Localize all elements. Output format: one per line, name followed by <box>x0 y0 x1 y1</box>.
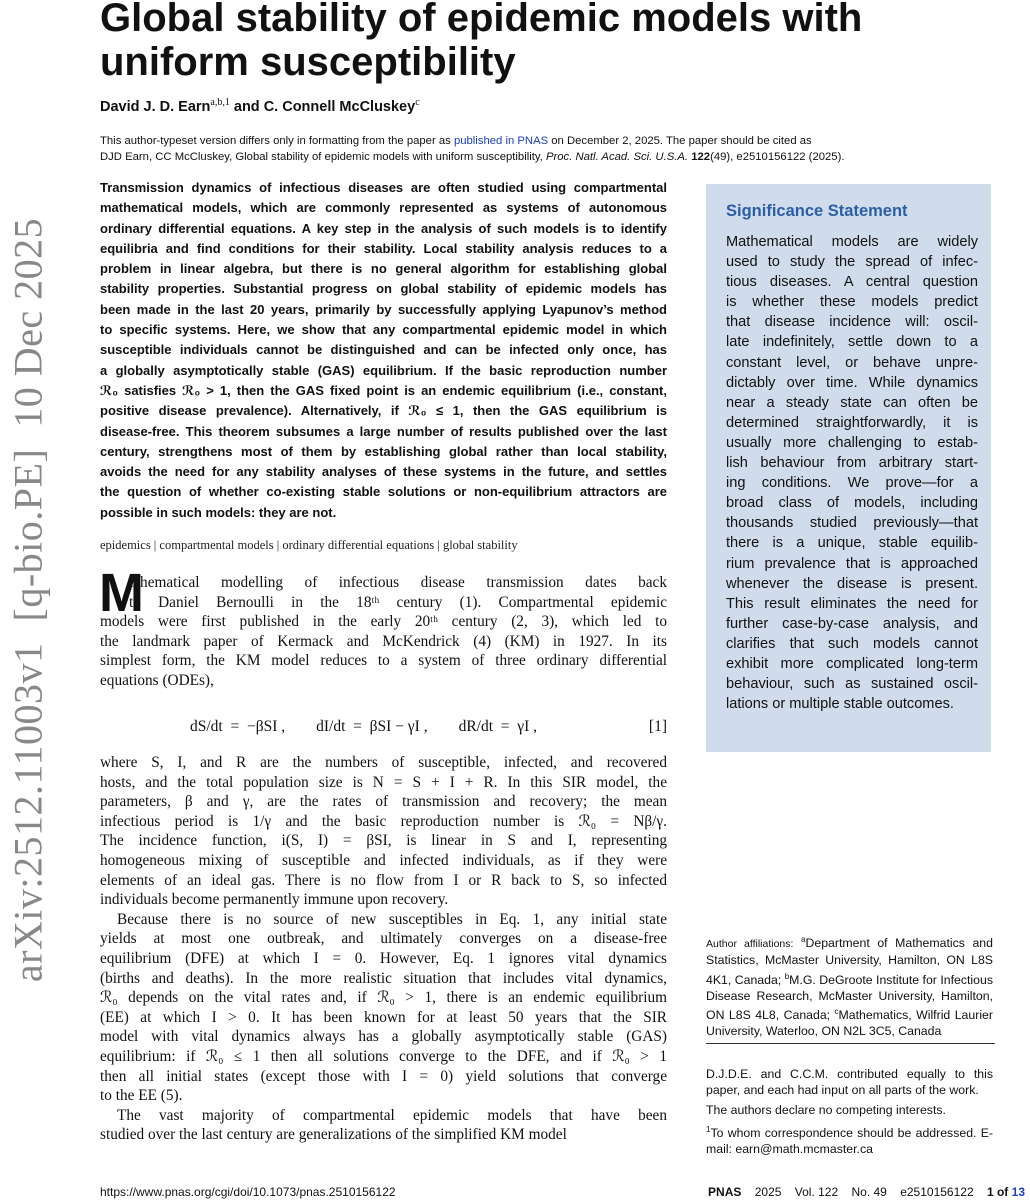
significance-title: Significance Statement <box>726 202 908 220</box>
body-line: Because there is no source of new susceptibles in Eq. 1, any initial state <box>117 910 667 928</box>
paragraph <box>100 753 667 910</box>
body-line: (EE) at which I > 0. It has been known for at least 50 years that the SIR <box>100 1008 667 1026</box>
significance-line: late indefinitely, settle down to a <box>726 334 978 351</box>
significance-line: behaviour, such as sustained oscil- <box>726 676 978 693</box>
significance-line: further case-by-case analysis, and <box>726 615 978 632</box>
significance-line: rium prevalence that is approached <box>726 555 978 572</box>
footer-journal: PNAS <box>708 1185 742 1199</box>
body-line: The incidence function, i(S, I) = βSI, is linear in S and I, representing <box>100 832 667 850</box>
affil-text: M.G. DeGroote Institute for Infectious Disease Research, McMaster University, Hamilton, ON L8S 4L8, Canada; <box>706 972 993 1023</box>
version-note <box>100 133 844 165</box>
significance-line: tious diseases. A central question <box>726 274 978 291</box>
body-line: The vast majority of compartmental epidemic models that have been <box>117 1106 667 1124</box>
body-line: models were first published in the early 20ᵗʰ century (2, 3), which led to <box>100 613 667 631</box>
citation-rest: (49), e2510156122 (2025). <box>710 151 845 163</box>
significance-line: broad class of models, including <box>726 495 978 512</box>
divider <box>706 1043 995 1044</box>
abstract-line: ordinary differential equations. A key step in the analysis of such models is to identify <box>100 220 667 236</box>
body-line: equations (ODEs), <box>100 671 214 689</box>
correspondence <box>706 1122 993 1158</box>
paragraph <box>100 910 667 1106</box>
abstract-line: susceptible individuals cannot be distinguished and can be infected only once, has <box>100 342 667 358</box>
abstract-line: possible in such models: they are not. <box>100 504 337 520</box>
author-notes <box>706 1067 993 1162</box>
significance-line: whenever the disease is present. <box>726 575 978 592</box>
abstract-line: been made in the last 20 years, primarily by successfully applying Lyapunov’s method <box>100 301 667 317</box>
body-line: elements of an ideal gas. There is no flow from I or R back to S, so infected <box>100 871 667 889</box>
citation-journal: Proc. Natl. Acad. Sci. U.S.A. <box>545 151 689 163</box>
paper-title <box>100 0 862 84</box>
significance-line: lations or multiple stable outcomes. <box>726 696 954 713</box>
abstract-line: stability properties. Substantial progress on global stability of epidemic models has <box>100 281 667 297</box>
note-text: This author-typeset version differs only in formatting from the paper as <box>100 135 454 147</box>
author-affiliations <box>706 932 993 1040</box>
body-line: simplest form, the KM model reduces to a system of three ordinary differential <box>100 652 667 670</box>
footer-volume: Vol. 122 <box>794 1185 839 1199</box>
author-2: C. Connell McCluskey <box>263 98 416 115</box>
title-line-1: Global stability of epidemic models with <box>100 0 863 40</box>
equation-number: [1] <box>648 718 667 735</box>
significance-line: thousands studied previously—that <box>726 515 978 532</box>
body-line: studied over the last century are generalizations of the simplified KM model <box>100 1126 567 1144</box>
body-line: then all initial states (except those with I = 0) yield solutions that converge <box>100 1067 667 1085</box>
footer-page: 1 of <box>986 1185 1012 1199</box>
body-line: to the EE (5). <box>100 1087 183 1105</box>
abstract-line: equilibria and find conditions for their stability. Local stability analysis reduces to a <box>100 240 667 256</box>
author-1: David J. D. Earn <box>100 98 211 115</box>
paragraph <box>100 1106 667 1145</box>
affil-text: Mathematics, Wilfrid Laurier University, Waterloo, ON N2L 3C5, Canada <box>706 1008 993 1039</box>
significance-line: that disease incidence will: oscil- <box>726 314 978 331</box>
significance-line: dictably over time. While dynamics <box>726 374 978 391</box>
affil-marker: b <box>784 971 790 981</box>
body-line: athematical modelling of infectious disease transmission dates back <box>129 574 667 591</box>
body-line: yields at most one outbreak, and ultimately converges on a disease-free <box>100 930 667 948</box>
body-line: (births and deaths). In the more realistic situation that includes vital dynamics, <box>100 969 667 987</box>
body-line: equilibrium: if ℛ₀ ≤ 1 then all solutions converge to the DFE, and if ℛ₀ > 1 <box>100 1047 667 1065</box>
body-line: equilibrium (DFE) at which I = 0. However, Eq. 1 ignores vital dynamics <box>100 949 667 967</box>
significance-line: there is a unique, stable equilib- <box>726 535 978 552</box>
abstract-line: the question of whether co-existing stable solutions or non-equilibrium attractors are <box>100 484 667 500</box>
doi-link[interactable]: https://www.pnas.org/cgi/doi/10.1073/pnas.2510156122 <box>100 1185 396 1199</box>
significance-line: is whether these models predict <box>726 294 978 311</box>
authors <box>100 97 420 115</box>
abstract <box>100 178 667 523</box>
body-line: model with vital dynamics always has a globally asymptotically stable (GAS) <box>100 1028 667 1046</box>
footer-info <box>708 1185 1025 1199</box>
body-text <box>100 753 667 1145</box>
significance-line: This result eliminates the need for <box>726 595 978 612</box>
drop-cap: M <box>99 563 144 623</box>
keywords: epidemics | compartmental models | ordinary differential equations | global stability <box>100 538 518 552</box>
body-intro <box>100 573 667 691</box>
significance-line: determined straightforwardly, it is <box>726 414 978 431</box>
abstract-line: disease-free. This theorem subsumes a large number of results published over the last <box>100 423 667 439</box>
significance-line: near a steady state can often be <box>726 394 978 411</box>
affil-marker: a <box>801 935 806 944</box>
significance-line: constant level, or behave unpre- <box>726 354 978 371</box>
abstract-line: problem in linear algebra, but there is no general algorithm for establishing global <box>100 261 667 277</box>
author-1-affil: a,b,1 <box>210 97 230 108</box>
footer-article: e2510156122 <box>900 1185 974 1199</box>
significance-body <box>726 232 978 714</box>
body-line: homogeneous mixing of susceptible and infected individuals, as if they were <box>100 851 667 869</box>
equation-text: dS/dt = −βSI , dI/dt = βSI − γI , dR/dt = γI , <box>190 718 538 735</box>
equation-1 <box>100 708 667 748</box>
published-link[interactable]: published in PNAS <box>453 135 549 147</box>
citation-volume: 122 <box>688 151 711 163</box>
body-line: infectious period is 1/γ and the basic reproduction number is ℛ₀ = Nβ/γ. <box>100 812 667 830</box>
significance-line: exhibit more complicated long-term <box>726 655 978 672</box>
significance-line: clarifies that such models cannot <box>726 635 978 652</box>
correspondence-text: To whom correspondence should be addressed. E-mail: earn@math.mcmaster.ca <box>706 1126 993 1157</box>
significance-line: used to study the spread of infec- <box>726 254 978 271</box>
author-2-affil: c <box>415 97 420 108</box>
footer-number: No. 49 <box>851 1185 887 1199</box>
abstract-line: mathematical models, which are commonly represented as systems of autonomous <box>100 200 667 216</box>
title-line-2: uniform susceptibility <box>100 40 516 84</box>
arxiv-stamp: arXiv:2512.11003v1 [q-bio.PE] 10 Dec 2025 <box>5 217 51 983</box>
affil-text: Department of Mathematics and Statistics, McMaster University, Hamilton, ON L8S 4K1, Canada; <box>706 936 993 987</box>
authors-and: and <box>229 98 264 115</box>
contributions: D.J.D.E. and C.C.M. contributed equally to this paper, and each had input on all parts of the work. <box>706 1067 993 1097</box>
significance-box <box>706 184 991 752</box>
abstract-line: Transmission dynamics of infectious diseases are often studied using compartmental <box>100 180 667 195</box>
significance-line: ing conditions. We prove—for a <box>726 475 978 492</box>
significance-line: usually more challenging to estab- <box>726 434 978 451</box>
affil-marker: c <box>834 1007 839 1017</box>
abstract-line: positive disease prevalence). Alternatively, if ℛ₀ ≤ 1, then the GAS equilibrium is <box>100 403 667 419</box>
footnote-marker: 1 <box>706 1125 711 1135</box>
body-line: the landmark paper of Kermack and McKendrick (4) (KM) in 1927. In its <box>100 632 667 650</box>
footer-year: 2025 <box>754 1185 782 1199</box>
abstract-line: century, strengthens most of them by establishing global rather than local stability, <box>100 443 667 459</box>
body-line: parameters, β and γ, are the rates of transmission and recovery; the mean <box>100 793 667 811</box>
abstract-line: avoids the need for any stability analyses of these systems in the future, and settles <box>100 464 667 480</box>
abstract-line: ℛ₀ satisfies ℛ₀ > 1, then the GAS fixed point is an endemic equilibrium (i.e., constant, <box>100 382 667 398</box>
body-line: individuals become permanently immune upon recovery. <box>100 891 449 909</box>
significance-line: Mathematical models are widely <box>726 234 978 250</box>
abstract-line: a globally asymptotically stable (GAS) equilibrium. If the basic reproduction number <box>100 362 667 378</box>
competing-interests: The authors declare no competing interests. <box>706 1102 946 1117</box>
citation-text: DJD Earn, CC McCluskey, Global stability of epidemic models with uniform susceptibility, <box>100 151 546 163</box>
affiliations-label: Author affiliations: <box>706 938 794 951</box>
body-line: hosts, and the total population size is N = S + I + R. In this SIR model, the <box>100 773 667 791</box>
body-line: where S, I, and R are the numbers of susceptible, infected, and recovered <box>100 754 667 771</box>
body-line: ℛ₀ depends on the vital rates and, if ℛ₀ > 1, there is an endemic equilibrium <box>100 989 667 1007</box>
note-text: on December 2, 2025. The paper should be cited as <box>548 135 812 147</box>
body-line: to Daniel Bernoulli in the 18ᵗʰ century (1). Compartmental epidemic <box>129 593 667 611</box>
significance-line: lish behaviour from arbitrary start- <box>726 455 978 472</box>
footer-total-pages: 13 <box>1011 1185 1025 1199</box>
abstract-line: to specific systems. Here, we show that any compartmental epidemic model in which <box>100 322 667 338</box>
